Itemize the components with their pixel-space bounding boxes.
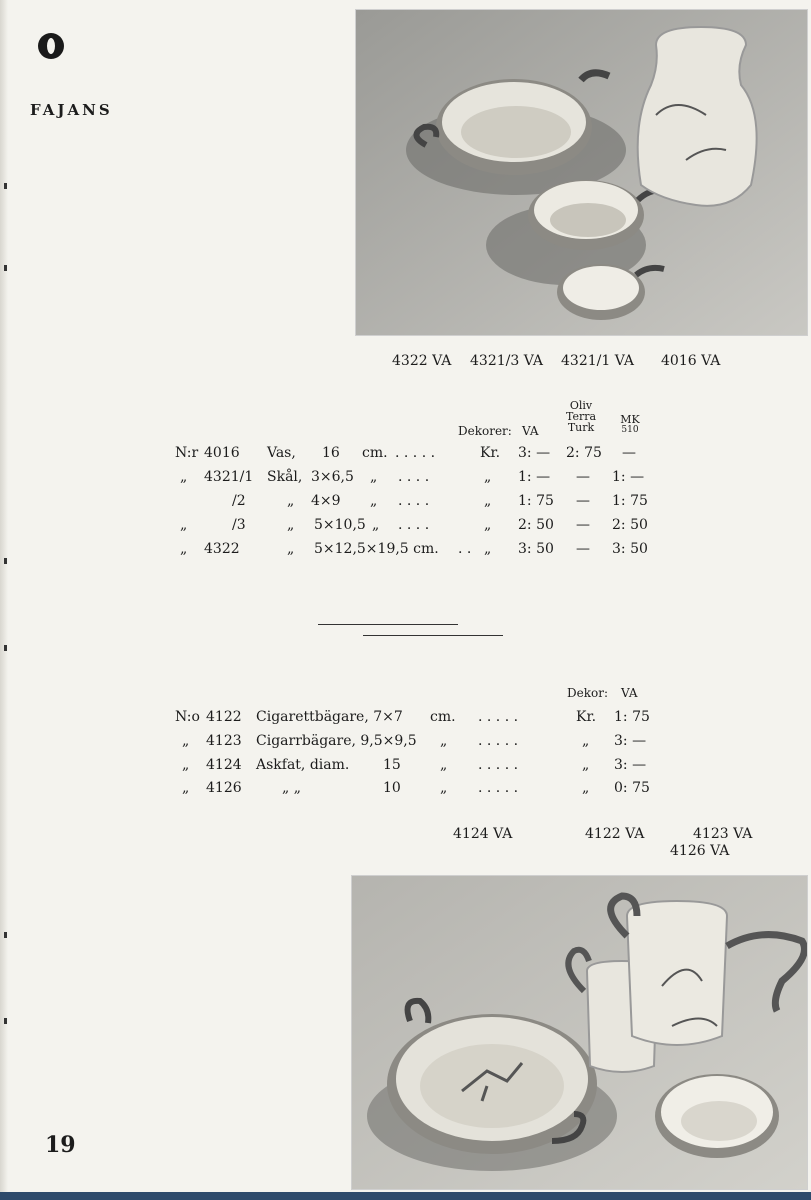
bottom-caption: 4123 VA (693, 826, 753, 842)
top-product-photo (355, 9, 808, 336)
binder-mark (4, 932, 7, 938)
divider-rule (363, 635, 503, 636)
col-va-header: VA (522, 424, 539, 438)
binder-mark (4, 645, 7, 651)
top-caption: 4016 VA (661, 353, 721, 369)
col-oliv-header: Oliv Terra Turk (566, 399, 597, 434)
bottom-product-photo (351, 875, 808, 1190)
bottom-caption: 4126 VA (670, 843, 730, 859)
col-mk-header: MK 510 (620, 413, 640, 435)
punch-hole (38, 33, 64, 59)
binder-mark (4, 558, 7, 564)
bottom-caption: 4122 VA (585, 826, 645, 842)
bottom-caption: 4124 VA (453, 826, 513, 842)
dekor-label: Dekor: (567, 686, 608, 700)
page-bottom-band (0, 1192, 811, 1200)
col-va-header-2: VA (621, 686, 638, 700)
page-number: 19 (45, 1132, 76, 1158)
top-caption: 4321/3 VA (470, 353, 543, 369)
section-title: FAJANS (30, 101, 113, 119)
binder-mark (4, 265, 7, 271)
top-caption: 4322 VA (392, 353, 452, 369)
dekorer-label: Dekorer: (458, 424, 512, 438)
binder-mark (4, 183, 7, 189)
top-caption: 4321/1 VA (561, 353, 634, 369)
binder-mark (4, 1018, 7, 1024)
divider-rule (318, 624, 458, 625)
